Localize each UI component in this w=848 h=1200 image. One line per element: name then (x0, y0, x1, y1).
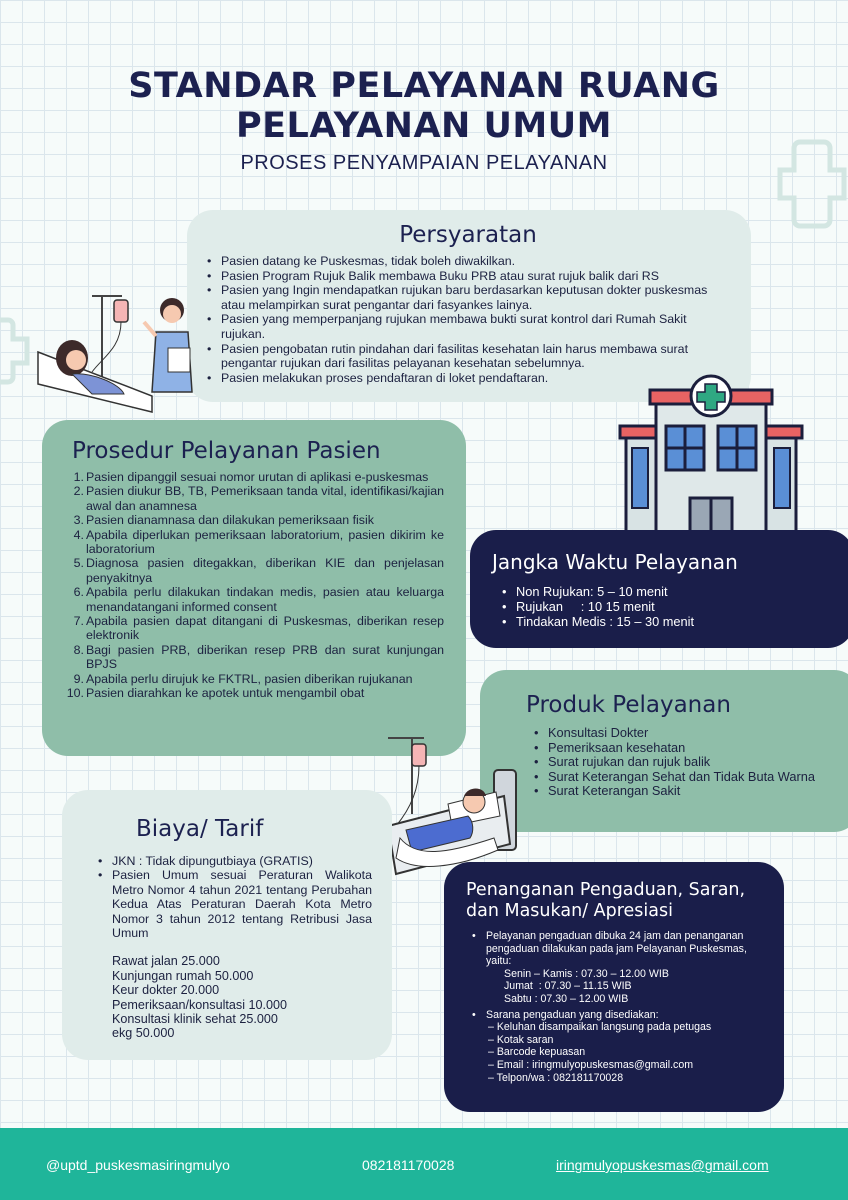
list-item: 3. Pasien dianamnasa dan dilakukan pemeriksaan fisik (73, 513, 374, 528)
tariff-list (112, 954, 372, 1040)
pengaduan-heading (466, 880, 768, 922)
channel-item: – Keluhan disampaikan langsung pada petugas (488, 1021, 712, 1034)
biaya-tarif-heading: Biaya/ Tarif (136, 816, 264, 842)
tariff-item: Rawat jalan 25.000 (112, 954, 220, 969)
channel-item: – Barcode kepuasan (488, 1046, 586, 1059)
persyaratan-heading: Persyaratan (399, 222, 537, 248)
list-item: • Pasien yang Ingin mendapatkan rujukan baru berdasarkan keputusan dokter puskesmas atau melampirkan surat pengantar dari fasyankes lainya. (207, 283, 729, 312)
tariff-item: Konsultasi klinik sehat 25.000 (112, 1012, 278, 1027)
jangka-waktu-card (470, 530, 848, 648)
produk-heading: Produk Pelayanan (526, 692, 731, 718)
list-item: • Surat Keterangan Sakit (534, 784, 840, 799)
prosedur-card (42, 420, 466, 756)
tariff-item: Keur dokter 20.000 (112, 983, 220, 998)
tariff-item: Kunjungan rumah 50.000 (112, 968, 254, 983)
list-item: • Pasien yang memperpanjang rujukan membawa bukti surat kontrol dari Rumah Sakit rujukan. (207, 312, 729, 341)
list-item: • Non Rujukan: 5 – 10 menit (502, 584, 834, 599)
list-item: • Pasien Umum sesuai Peraturan Walikota Metro Nomor 4 tahun 2021 tentang Perubahan Kedua Atas Peraturan Daerah Kota Metro Nomor 3 tahun 2012 tentang Retribusi Jasa Umum (98, 868, 372, 940)
list-item: 10. Pasien diarahkan ke apotek untuk mengambil obat (66, 686, 365, 701)
list-item: 4. Apabila diperlukan pemeriksaan laboratorium, pasien dikirim ke laboratorium (73, 527, 444, 557)
pengaduan-heading-line-2: dan Masukan/ Apresiasi (466, 901, 673, 921)
list-item: 2. Pasien diukur BB, TB, Pemeriksaan tanda vital, identifikasi/kajian awal dan anamnesa (73, 484, 444, 513)
page-title (0, 66, 848, 146)
schedule-item: Jumat : 07.30 – 11.15 WIB (504, 980, 632, 993)
pengaduan-heading-line-1: Penanganan Pengaduan, Saran, (466, 880, 746, 900)
list-item: • JKN : Tidak dipungutbiaya (GRATIS) (98, 854, 372, 868)
title-line-2: PELAYANAN UMUM (235, 106, 613, 146)
pengaduan-card (444, 862, 784, 1112)
list-item: • Pelayanan pengaduan dibuka 24 jam dan penanganan pengaduan dilakukan pada jam Pelayanan Puskesmas, yaitu: Senin – Kamis : 07.30 – 12.00 WIB Jumat : 07.30 – 11.15 WIB Sabtu : 07.30 – 12.00 WIB (472, 930, 768, 1006)
list-item: • Pasien Program Rujuk Balik membawa Buku PRB atau surat rujuk balik dari RS (207, 269, 729, 284)
list-item: 6. Apabila perlu dilakukan tindakan medis, pasien atau keluarga menandatangani informed consent (73, 585, 444, 614)
channel-list (488, 1021, 768, 1084)
footer-phone[interactable]: 082181170028 (362, 1157, 455, 1173)
list-item: 7. Apabila pasien dapat ditangani di Puskesmas, diberikan resep elektronik (73, 614, 444, 643)
channel-item: – Email : iringmulyopuskesmas@gmail.com (488, 1058, 694, 1071)
footer-email-link[interactable]: iringmulyopuskesmas@gmail.com (556, 1157, 769, 1173)
list-item: • Pasien melakukan proses pendaftaran di loket pendaftaran. (207, 371, 729, 386)
schedule-item: Senin – Kamis : 07.30 – 12.00 WIB (504, 967, 669, 980)
tariff-item: ekg 50.000 (112, 1026, 175, 1041)
persyaratan-list (207, 254, 729, 385)
list-item: 8. Bagi pasien PRB, diberikan resep PRB dan surat kunjungan BPJS (73, 642, 444, 672)
list-item: • Pemeriksaan kesehatan (534, 741, 840, 756)
schedule-item: Sabtu : 07.30 – 12.00 WIB (504, 992, 629, 1005)
jangka-waktu-list (502, 584, 834, 629)
prosedur-list (64, 470, 444, 701)
list-item: • Pasien datang ke Puskesmas, tidak boleh diwakilkan. (207, 254, 729, 269)
list-item: • Rujukan : 10 15 menit (502, 599, 834, 614)
tariff-item: Pemeriksaan/konsultasi 10.000 (112, 997, 288, 1012)
title-line-1: STANDAR PELAYANAN RUANG (128, 66, 720, 106)
footer-bar (0, 1128, 848, 1200)
page-subtitle: PROSES PENYAMPAIAN PELAYANAN (240, 152, 608, 174)
list-item: 9. Apabila perlu dirujuk ke FKTRL, pasien diberikan rujukanan (73, 671, 413, 686)
biaya-list (98, 854, 372, 940)
plus-cross-icon (776, 136, 848, 232)
channel-item: – Kotak saran (488, 1033, 554, 1046)
list-item: • Surat Keterangan Sehat dan Tidak Buta Warna (534, 770, 840, 785)
produk-list (534, 726, 840, 799)
list-item: • Tindakan Medis : 15 – 30 menit (502, 614, 834, 629)
list-item: • Sarana pengaduan yang disediakan: – Keluhan disampaikan langsung pada petugas – Kotak saran – Barcode kepuasan – Email : iringmulyopuskesmas@gmail.com – Telpon/wa : 082181170028 (472, 1009, 768, 1085)
produk-card (480, 670, 848, 832)
nurse-patient-illustration (32, 288, 200, 420)
jangka-waktu-heading: Jangka Waktu Pelayanan (492, 550, 738, 574)
schedule-list (504, 968, 768, 1006)
plus-cross-icon (0, 312, 34, 392)
biaya-tarif-card (62, 790, 392, 1060)
hospital-building-icon (618, 374, 804, 542)
pengaduan-list (472, 930, 768, 1084)
list-item: • Pasien pengobatan rutin pindahan dari fasilitas kesehatan lain harus membawa surat pengantar rujukan dari fasilitas pelayanan kesehatan sebelumnya. (207, 342, 729, 371)
list-item: • Surat rujukan dan rujuk balik (534, 755, 840, 770)
list-item: 1. Pasien dipanggil sesuai nomor urutan di aplikasi e-puskesmas (73, 470, 429, 484)
channel-item: – Telpon/wa : 082181170028 (488, 1071, 624, 1084)
footer-instagram[interactable]: @uptd_puskesmasiringmulyo (46, 1157, 230, 1173)
prosedur-heading: Prosedur Pelayanan Pasien (72, 438, 381, 464)
list-item: 5. Diagnosa pasien ditegakkan, diberikan KIE dan penjelasan penyakitnya (73, 556, 444, 585)
list-item: • Konsultasi Dokter (534, 726, 840, 741)
